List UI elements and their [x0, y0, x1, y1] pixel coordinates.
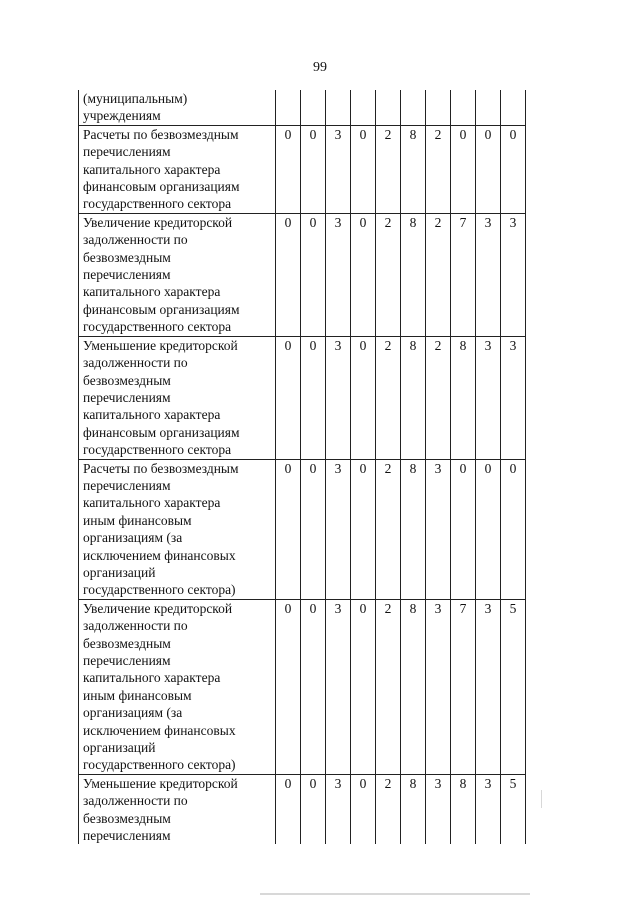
- code-digit: 0: [301, 125, 326, 213]
- code-digit: 2: [426, 125, 451, 213]
- accounts-table-body: [79, 90, 526, 844]
- code-digit: 0: [351, 459, 376, 599]
- row-label: Увеличение кредиторской задолженности по безвозмездным перечислениям капитального характера иным финансовым организациям (за исключением финансовых организаций государственного сектора): [79, 599, 276, 774]
- code-digit: 0: [351, 336, 376, 459]
- table-row: [79, 336, 526, 459]
- code-digit: 5: [501, 774, 526, 844]
- code-digit: 8: [401, 774, 426, 844]
- code-digit: [401, 90, 426, 125]
- code-digit: 2: [376, 125, 401, 213]
- code-digit: 2: [426, 213, 451, 336]
- row-label: Расчеты по безвозмездным перечислениям капитального характера финансовым организациям государственного сектора: [79, 125, 276, 213]
- code-digit: 0: [476, 459, 501, 599]
- code-digit: 8: [401, 336, 426, 459]
- code-digit: 0: [476, 125, 501, 213]
- code-digit: 0: [451, 125, 476, 213]
- code-digit: 7: [451, 599, 476, 774]
- code-digit: [351, 90, 376, 125]
- code-digit: 5: [501, 599, 526, 774]
- code-digit: 2: [426, 336, 451, 459]
- code-digit: 0: [301, 336, 326, 459]
- code-digit: 0: [301, 599, 326, 774]
- accounts-table: [78, 90, 526, 844]
- code-digit: 3: [326, 459, 351, 599]
- table-row: [79, 90, 526, 125]
- code-digit: 2: [376, 336, 401, 459]
- code-digit: 0: [351, 599, 376, 774]
- scan-artifact: [260, 893, 530, 895]
- code-digit: 0: [301, 213, 326, 336]
- table-row: [79, 213, 526, 336]
- row-label: Расчеты по безвозмездным перечислениям капитального характера иным финансовым организациям (за исключением финансовых организаций государственного сектора): [79, 459, 276, 599]
- code-digit: 3: [476, 599, 501, 774]
- code-digit: 8: [451, 336, 476, 459]
- code-digit: 2: [376, 213, 401, 336]
- code-digit: [301, 90, 326, 125]
- code-digit: 3: [476, 774, 501, 844]
- table-row: [79, 599, 526, 774]
- code-digit: 0: [351, 774, 376, 844]
- code-digit: 0: [501, 125, 526, 213]
- code-digit: 0: [301, 774, 326, 844]
- code-digit: 0: [276, 774, 301, 844]
- code-digit: 2: [376, 459, 401, 599]
- code-digit: 3: [326, 213, 351, 336]
- code-digit: 3: [426, 599, 451, 774]
- code-digit: 8: [401, 213, 426, 336]
- row-label: Увеличение кредиторской задолженности по безвозмездным перечислениям капитального характера финансовым организациям государственного сектора: [79, 213, 276, 336]
- code-digit: 0: [501, 459, 526, 599]
- row-label: Уменьшение кредиторской задолженности по безвозмездным перечислениям капитального характера финансовым организациям государственного сектора: [79, 336, 276, 459]
- code-digit: 0: [276, 213, 301, 336]
- code-digit: 2: [376, 599, 401, 774]
- row-label: Уменьшение кредиторской задолженности по безвозмездным перечислениям: [79, 774, 276, 844]
- code-digit: 8: [401, 125, 426, 213]
- code-digit: 3: [501, 336, 526, 459]
- code-digit: 0: [351, 125, 376, 213]
- code-digit: [426, 90, 451, 125]
- code-digit: 3: [326, 599, 351, 774]
- code-digit: 0: [276, 336, 301, 459]
- table-row: [79, 459, 526, 599]
- code-digit: 0: [276, 599, 301, 774]
- code-digit: 0: [451, 459, 476, 599]
- code-digit: [326, 90, 351, 125]
- code-digit: 0: [301, 459, 326, 599]
- code-digit: 8: [401, 459, 426, 599]
- code-digit: [501, 90, 526, 125]
- code-digit: 0: [351, 213, 376, 336]
- code-digit: [476, 90, 501, 125]
- code-digit: 8: [451, 774, 476, 844]
- scan-artifact: [541, 790, 542, 808]
- row-label: (муниципальным) учреждениям: [79, 90, 276, 125]
- code-digit: [451, 90, 476, 125]
- code-digit: 3: [501, 213, 526, 336]
- code-digit: 3: [426, 459, 451, 599]
- code-digit: [376, 90, 401, 125]
- code-digit: [276, 90, 301, 125]
- table-row: [79, 774, 526, 844]
- code-digit: 8: [401, 599, 426, 774]
- code-digit: 3: [476, 336, 501, 459]
- code-digit: 0: [276, 125, 301, 213]
- code-digit: 3: [326, 336, 351, 459]
- code-digit: 3: [326, 774, 351, 844]
- code-digit: 3: [326, 125, 351, 213]
- table-row: [79, 125, 526, 213]
- code-digit: 7: [451, 213, 476, 336]
- code-digit: 3: [476, 213, 501, 336]
- code-digit: 2: [376, 774, 401, 844]
- page-number: 99: [313, 60, 327, 75]
- code-digit: 3: [426, 774, 451, 844]
- code-digit: 0: [276, 459, 301, 599]
